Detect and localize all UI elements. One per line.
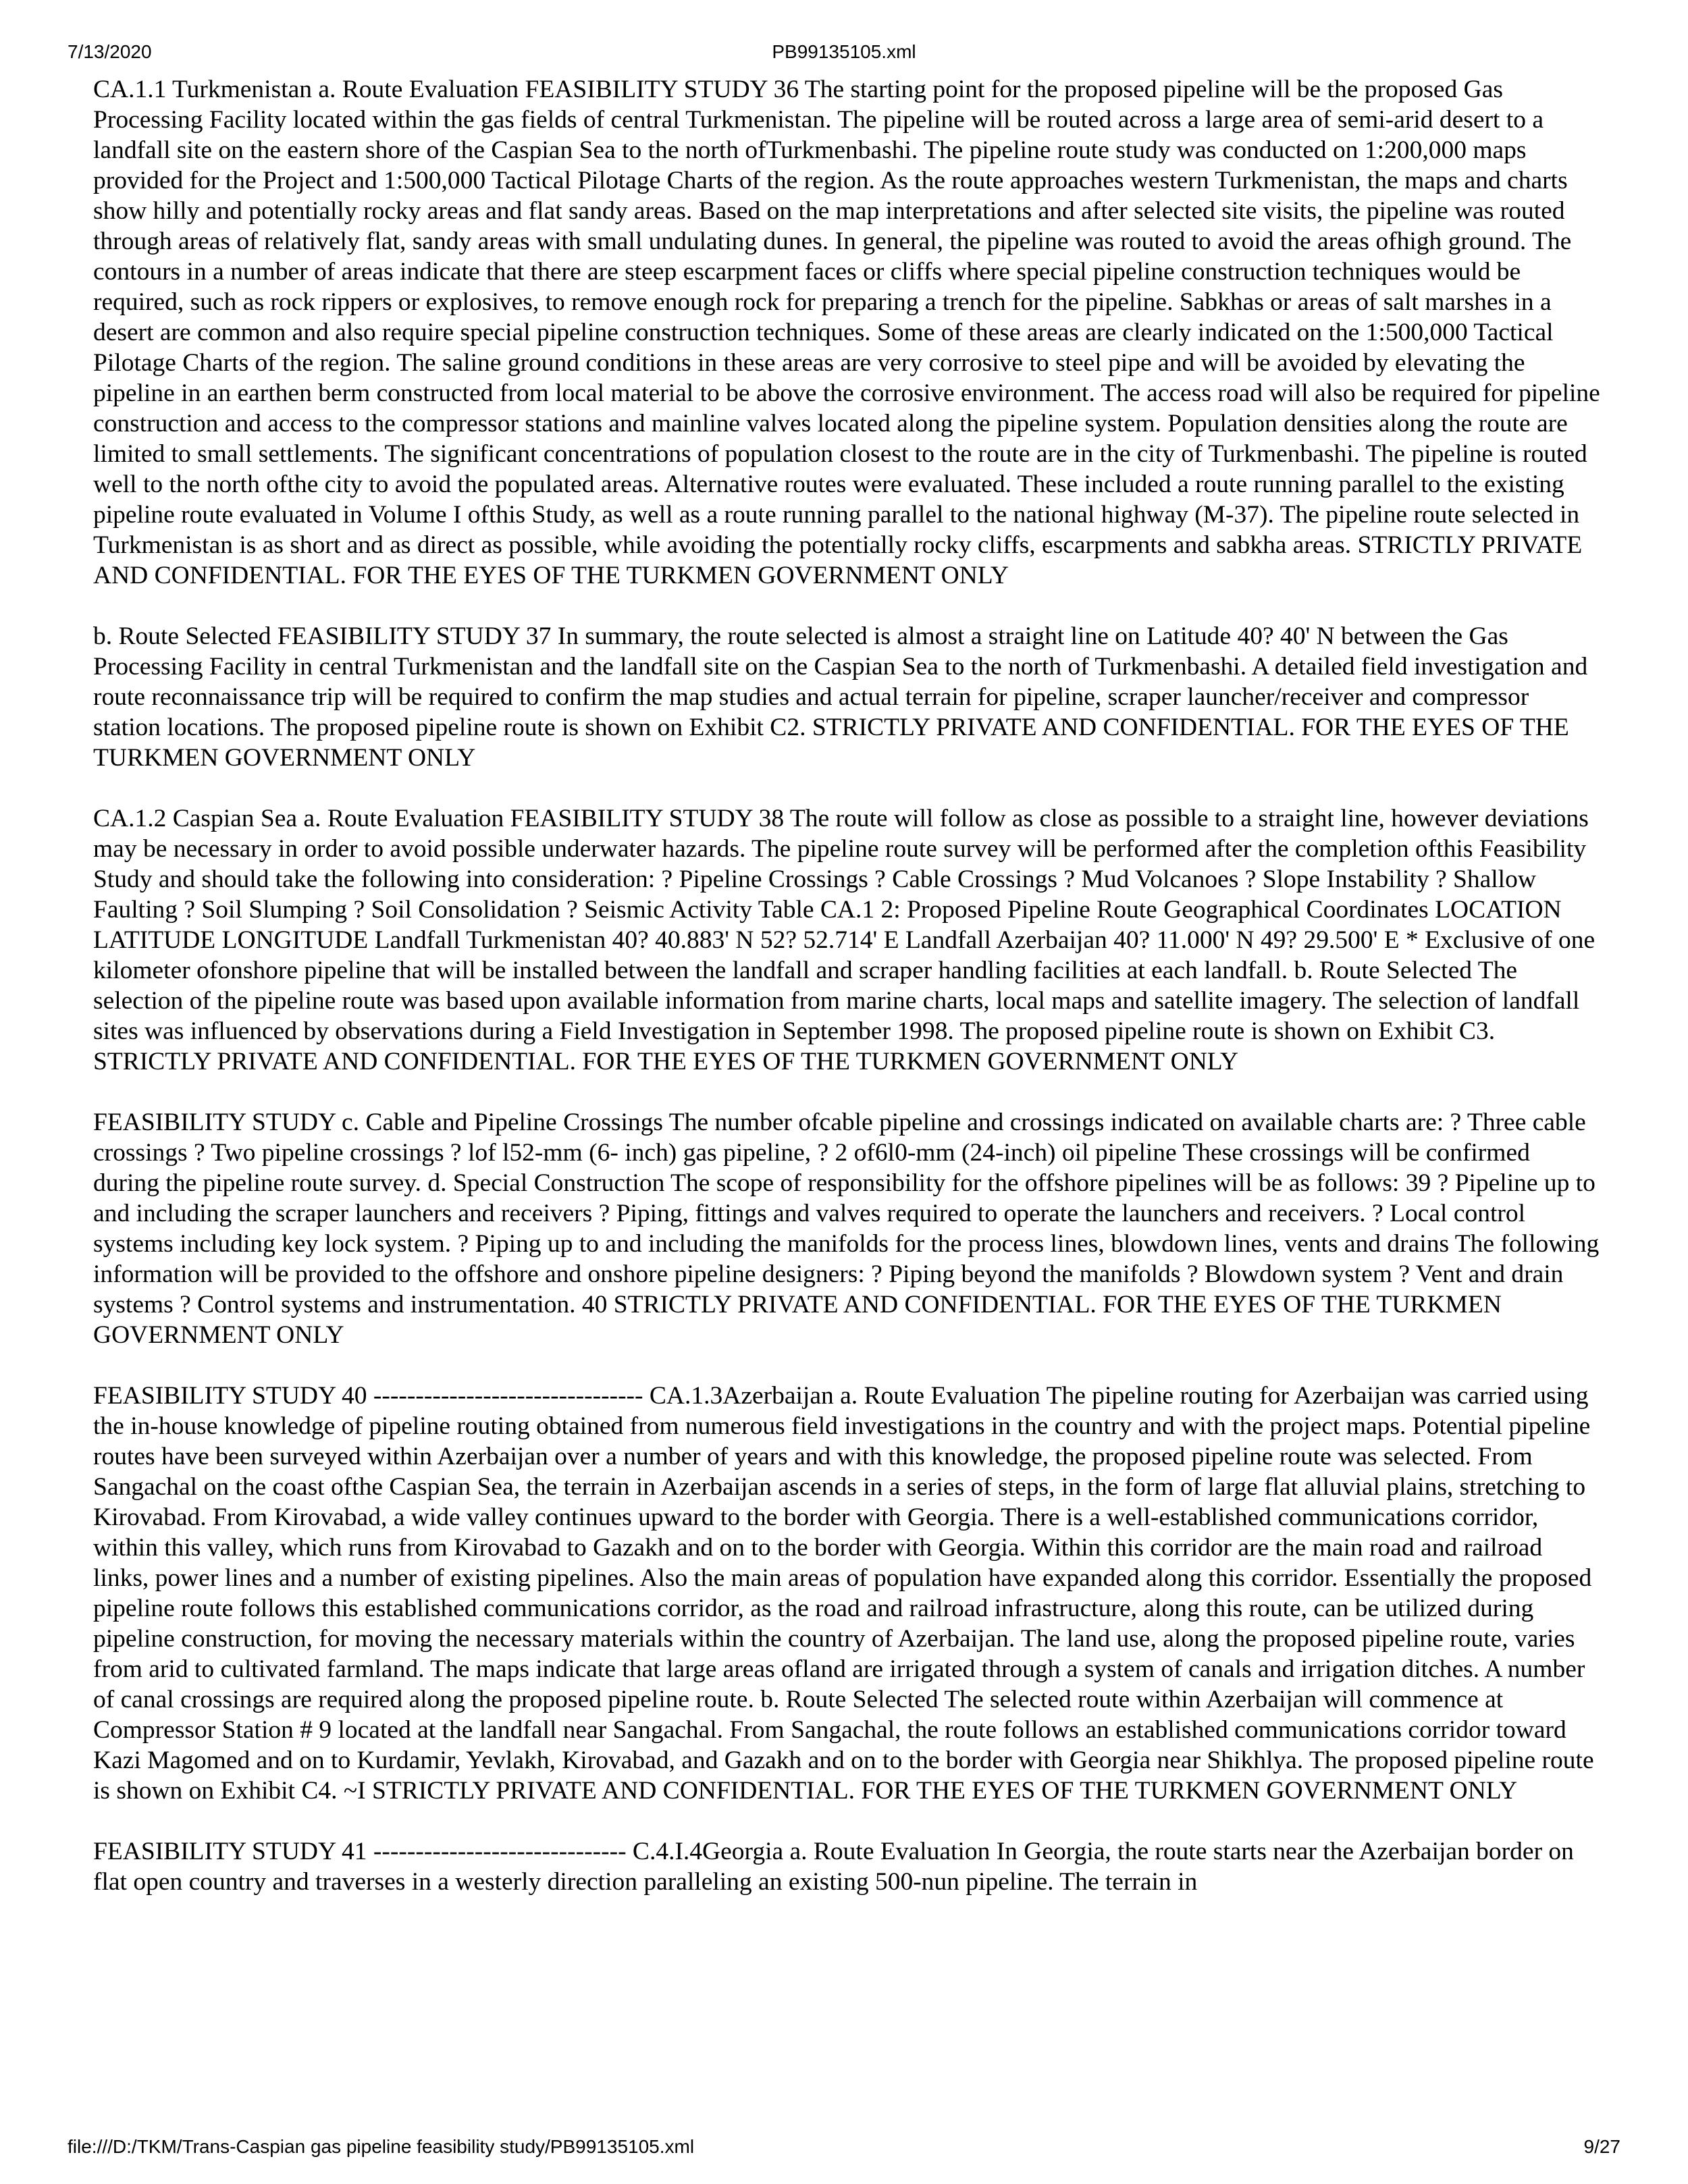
paragraph-azerbaijan-route: FEASIBILITY STUDY 40 -------------------------------- CA.1.3Azerbaijan a. Route Evaluation The pipeline routing for Azerbaijan was carried using the in-house knowledge of pipeline routing obtained from numerous field investigations in the country and with the project maps. Potential pipeline routes have been surveyed within Azerbaijan over a number of years and with this knowledge, the proposed pipeline route was selected. From Sangachal on the coast ofthe Caspian Sea, the terrain in Azerbaijan ascends in a series of steps, in the form of large flat alluvial plains, stretching to Kirovabad. From Kirovabad, a wide valley continues upward to the border with Georgia. There is a well-established communications corridor, within this valley, which runs from Kirovabad to Gazakh and on to the border with Georgia. Within this corridor are the main road and railroad links, power lines and a number of existing pipelines. Also the main areas of population have expanded along this corridor. Essentially the proposed pipeline route follows this established communications corridor, as the road and railroad infrastructure, along this route, can be utilized during pipeline construction, for moving the necessary materials within the country of Azerbaijan. The land use, along the proposed pipeline route, varies from arid to cultivated farmland. The maps indicate that large areas ofland are irrigated through a system of canals and irrigation ditches. A number of canal crossings are required along the proposed pipeline route. b. Route Selected The selected route within Azerbaijan will commence at Compressor Station # 9 located at the landfall near Sangachal. From Sangachal, the route follows an established communications corridor toward Kazi Magomed and on to Kurdamir, Yevlakh, Kirovabad, and Gazakh and on to the border with Georgia near Shikhlya. The proposed pipeline route is shown on Exhibit C4. ~I STRICTLY PRIVATE AND CONFIDENTIAL. FOR THE EYES OF THE TURKMEN GOVERNMENT ONLY xyxy=(93,1382,1594,1805)
print-date: 7/13/2020 xyxy=(68,41,152,62)
paragraph-georgia-route: FEASIBILITY STUDY 41 ------------------------------ C.4.I.4Georgia a. Route Evaluation In Georgia, the route starts near the Azerbaijan border on flat open country and traverses in a westerly direction paralleling an existing 500-nun pipeline. The terrain in xyxy=(93,1838,1574,1896)
page-number: 9/27 xyxy=(1583,2136,1620,2157)
document-body xyxy=(93,74,1600,1897)
paragraph-turkmenistan-route-selected: b. Route Selected FEASIBILITY STUDY 37 In summary, the route selected is almost a straight line on Latitude 40? 40' N between the Gas Processing Facility in central Turkmenistan and the landfall site on the Caspian Sea to the north of Turkmenbashi. A detailed field investigation and route reconnaissance trip will be required to confirm the map studies and actual terrain for pipeline, scraper launcher/receiver and compressor station locations. The proposed pipeline route is shown on Exhibit C2. STRICTLY PRIVATE AND CONFIDENTIAL. FOR THE EYES OF THE TURKMEN GOVERNMENT ONLY xyxy=(93,622,1588,772)
paragraph-turkmenistan-route-evaluation: CA.1.1 Turkmenistan a. Route Evaluation FEASIBILITY STUDY 36 The starting point for the proposed pipeline will be the proposed Gas Processing Facility located within the gas fields of central Turkmenistan. The pipeline will be routed across a large area of semi-arid desert to a landfall site on the eastern shore of the Caspian Sea to the north ofTurkmenbashi. The pipeline route study was conducted on 1:200,000 maps provided for the Project and 1:500,000 Tactical Pilotage Charts of the region. As the route approaches western Turkmenistan, the maps and charts show hilly and potentially rocky areas and flat sandy areas. Based on the map interpretations and after selected site visits, the pipeline was routed through areas of relatively flat, sandy areas with small undulating dunes. In general, the pipeline was routed to avoid the areas ofhigh ground. The contours in a number of areas indicate that there are steep escarpment faces or cliffs where special pipeline construction techniques would be required, such as rock rippers or explosives, to remove enough rock for preparing a trench for the pipeline. Sabkhas or areas of salt marshes in a desert are common and also require special pipeline construction techniques. Some of these areas are clearly indicated on the 1:500,000 Tactical Pilotage Charts of the region. The saline ground conditions in these areas are very corrosive to steel pipe and will be avoided by elevating the pipeline in an earthen berm constructed from local material to be above the corrosive environment. The access road will also be required for pipeline construction and access to the compressor stations and mainline valves located along the pipeline system. Population densities along the route are limited to small settlements. The significant concentrations of population closest to the route are in the city of Turkmenbashi. The pipeline is routed well to the north ofthe city to avoid the populated areas. Alternative routes were evaluated. These included a route running parallel to the existing pipeline route evaluated in Volume I ofthis Study, as well as a route running parallel to the national highway (M-37). The pipeline route selected in Turkmenistan is as short and as direct as possible, while avoiding the potentially rocky cliffs, escarpments and sabkha areas. STRICTLY PRIVATE AND CONFIDENTIAL. FOR THE EYES OF THE TURKMEN GOVERNMENT ONLY xyxy=(93,76,1600,589)
paragraph-crossings-special-construction: FEASIBILITY STUDY c. Cable and Pipeline Crossings The number ofcable pipeline and crossings indicated on available charts are: ? Three cable crossings ? Two pipeline crossings ? lof l52-mm (6- inch) gas pipeline, ? 2 of6l0-mm (24-inch) oil pipeline These crossings will be confirmed during the pipeline route survey. d. Special Construction The scope of responsibility for the offshore pipelines will be as follows: 39 ? Pipeline up to and including the scraper launchers and receivers ? Piping, fittings and valves required to operate the launchers and receivers. ? Local control systems including key lock system. ? Piping up to and including the manifolds for the process lines, blowdown lines, vents and drains The following information will be provided to the offshore and onshore pipeline designers: ? Piping beyond the manifolds ? Blowdown system ? Vent and drain systems ? Control systems and instrumentation. 40 STRICTLY PRIVATE AND CONFIDENTIAL. FOR THE EYES OF THE TURKMEN GOVERNMENT ONLY xyxy=(93,1109,1600,1349)
paragraph-caspian-sea-route: CA.1.2 Caspian Sea a. Route Evaluation FEASIBILITY STUDY 38 The route will follow as close as possible to a straight line, however deviations may be necessary in order to avoid possible underwater hazards. The pipeline route survey will be performed after the completion ofthis Feasibility Study and should take the following into consideration: ? Pipeline Crossings ? Cable Crossings ? Mud Volcanoes ? Slope Instability ? Shallow Faulting ? Soil Slumping ? Soil Consolidation ? Seismic Activity Table CA.1 2: Proposed Pipeline Route Geographical Coordinates LOCATION LATITUDE LONGITUDE Landfall Turkmenistan 40? 40.883' N 52? 52.714' E Landfall Azerbaijan 40? 11.000' N 49? 29.500' E * Exclusive of one kilometer ofonshore pipeline that will be installed between the landfall and scraper handling facilities at each landfall. b. Route Selected The selection of the pipeline route was based upon available information from marine charts, local maps and satellite imagery. The selection of landfall sites was influenced by observations during a Field Investigation in September 1998. The proposed pipeline route is shown on Exhibit C3. STRICTLY PRIVATE AND CONFIDENTIAL. FOR THE EYES OF THE TURKMEN GOVERNMENT ONLY xyxy=(93,805,1595,1075)
file-path: file:///D:/TKM/Trans-Caspian gas pipeline feasibility study/PB99135105.xml xyxy=(68,2136,695,2157)
document-filename: PB99135105.xml xyxy=(772,41,916,62)
